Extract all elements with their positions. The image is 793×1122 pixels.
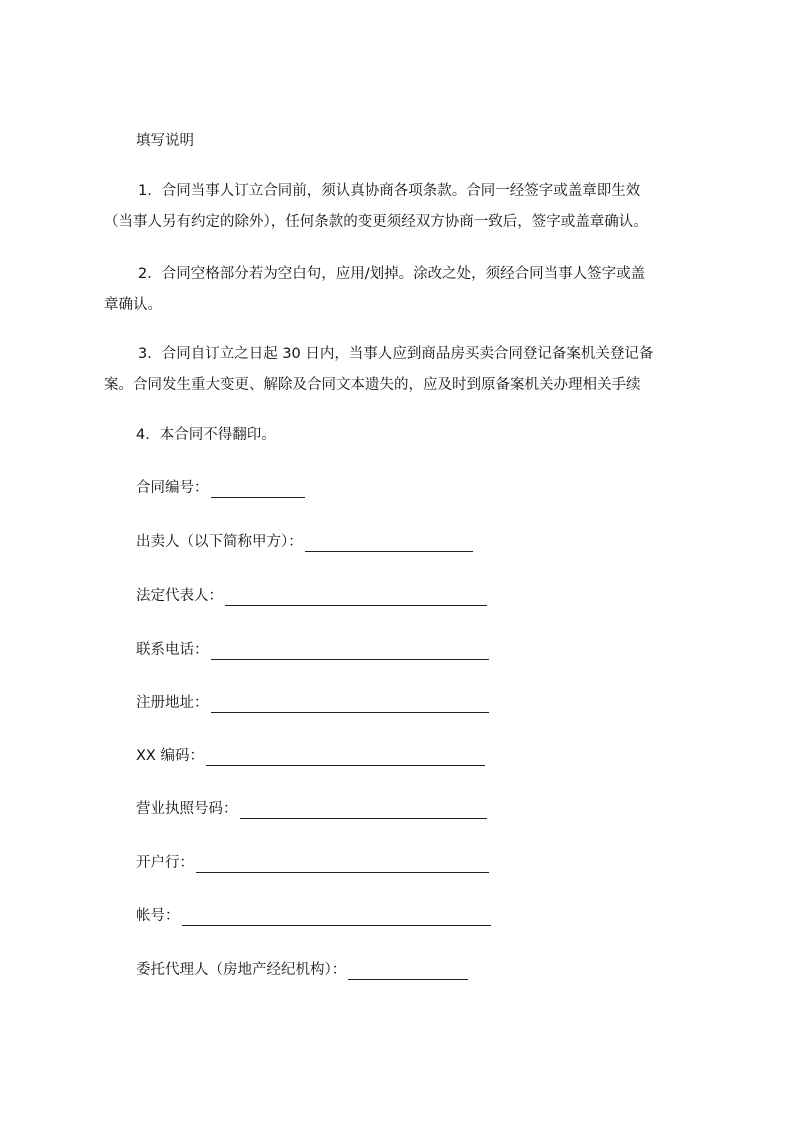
instruction-3-line-1: 3．合同自订立之日起 30 日内，当事人应到商品房买卖合同登记备案机关登记备 [138, 346, 654, 362]
account-blank[interactable] [182, 909, 491, 926]
contract-number-field [136, 478, 305, 498]
instruction-2-line-2: 章确认。 [104, 297, 162, 313]
instruction-2-line-1: 2．合同空格部分若为空白句，应用/划掉。涂改之处，须经合同当事人签字或盖 [138, 266, 646, 282]
instruction-1-line-2: （当事人另有约定的除外），任何条款的变更须经双方协商一致后，签字或盖章确认。 [104, 214, 648, 230]
license-label: 营业执照号码： [136, 801, 238, 817]
instruction-2 [104, 259, 704, 321]
agent-blank[interactable] [348, 963, 468, 980]
contract-number-label: 合同编号： [136, 480, 209, 496]
contract-number-blank[interactable] [211, 481, 305, 498]
seller-field [136, 532, 473, 552]
bank-field [136, 853, 489, 873]
agent-field [136, 960, 468, 980]
legal-rep-field [136, 586, 487, 606]
address-blank[interactable] [211, 696, 489, 713]
license-blank[interactable] [240, 802, 487, 819]
address-label: 注册地址： [136, 695, 209, 711]
postcode-label: XX 编码： [136, 748, 204, 764]
instruction-3 [104, 339, 704, 401]
agent-label: 委托代理人（房地产经纪机构）： [136, 962, 347, 978]
instruction-1 [104, 176, 704, 238]
address-field [136, 693, 489, 713]
legal-rep-label: 法定代表人： [136, 588, 223, 604]
document-title: 填写说明 [136, 133, 194, 149]
instruction-3-line-2: 案。合同发生重大变更、解除及合同文本遗失的，应及时到原备案机关办理相关手续 [104, 377, 641, 393]
phone-field [136, 640, 489, 660]
postcode-blank[interactable] [206, 749, 485, 766]
seller-blank[interactable] [305, 535, 473, 552]
account-label: 帐号： [136, 908, 180, 924]
legal-rep-blank[interactable] [225, 589, 487, 606]
bank-label: 开户行： [136, 855, 194, 871]
postcode-field [136, 746, 485, 766]
phone-blank[interactable] [211, 643, 489, 660]
phone-label: 联系电话： [136, 642, 209, 658]
bank-blank[interactable] [196, 856, 489, 873]
account-field [136, 906, 491, 926]
instruction-1-line-1: 1．合同当事人订立合同前，须认真协商各项条款。合同一经签字或盖章即生效 [138, 183, 641, 199]
seller-label: 出卖人（以下简称甲方）： [136, 534, 303, 550]
license-field [136, 799, 487, 819]
instruction-4: 4．本合同不得翻印。 [136, 427, 276, 443]
